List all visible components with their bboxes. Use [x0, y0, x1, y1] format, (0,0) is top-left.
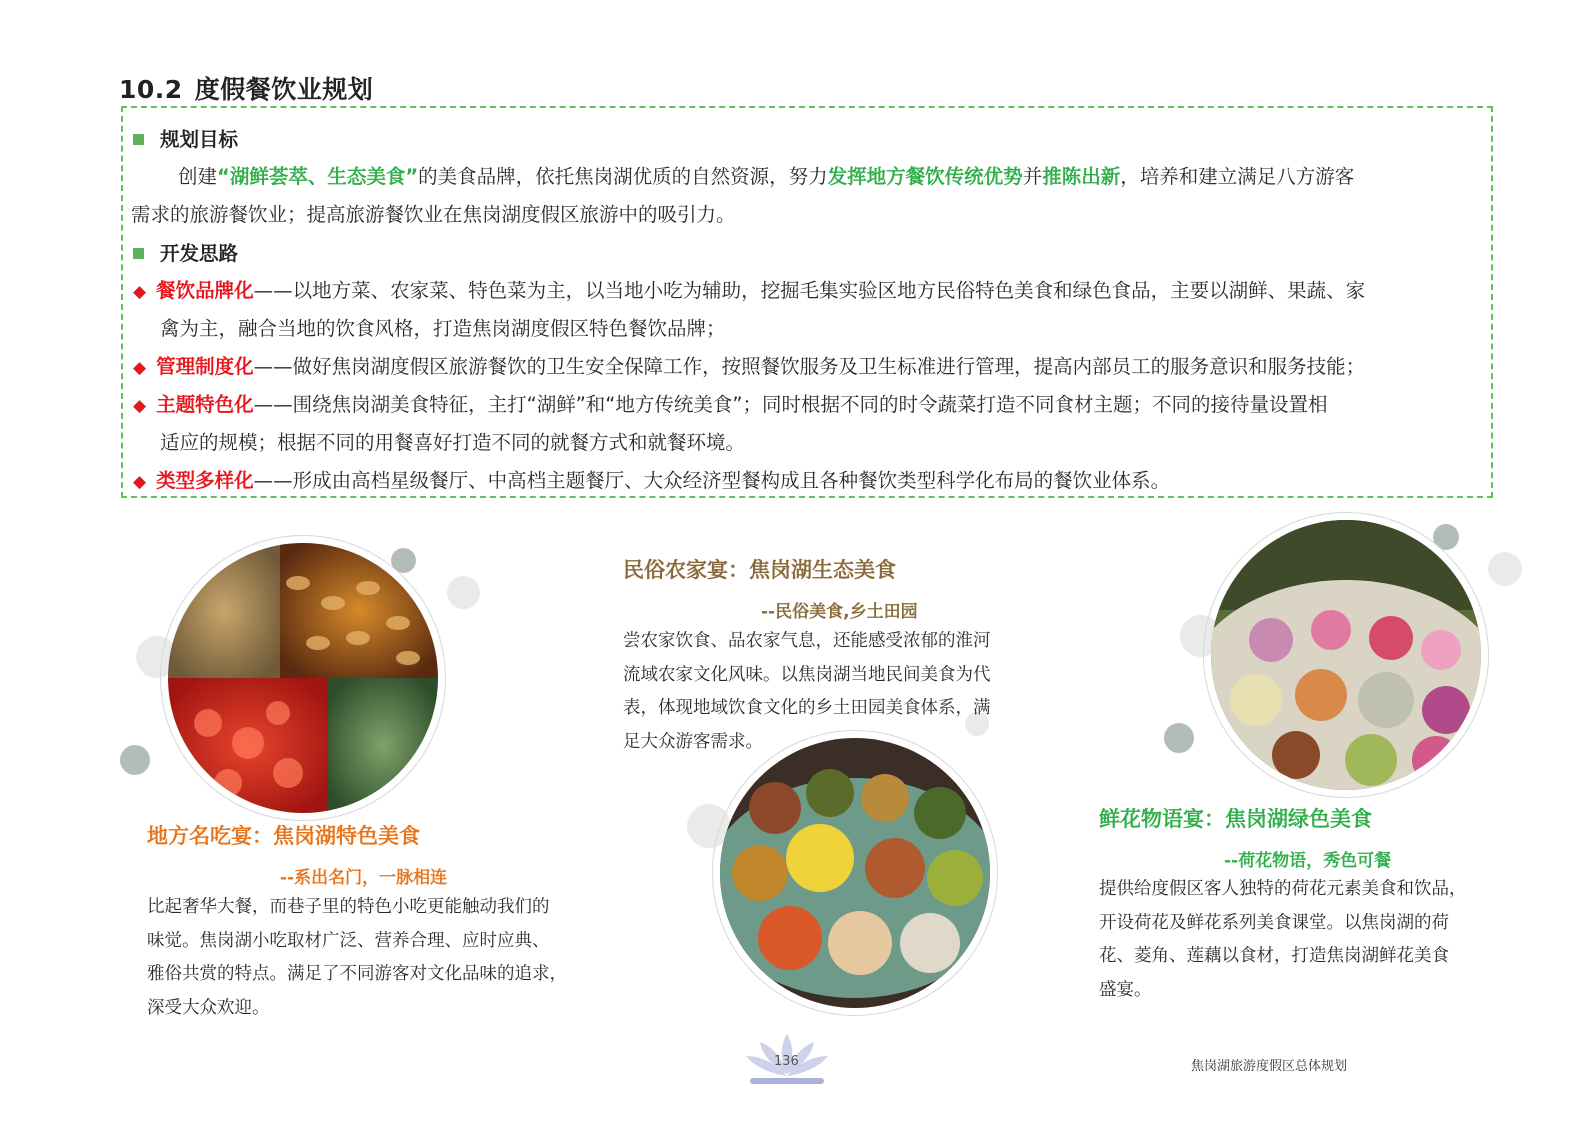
flower-feast-subtitle: --荷花物语，秀色可餐	[1224, 851, 1392, 871]
document-title: 焦岗湖旅游度假区总体规划	[1191, 1059, 1348, 1074]
flower-feast-image	[1211, 520, 1481, 790]
square-bullet-icon	[133, 248, 144, 259]
approach-key: 主题特色化	[156, 393, 254, 416]
square-bullet-icon	[133, 134, 144, 145]
folk-feast-image	[720, 738, 990, 1008]
page-number: 136	[774, 1054, 799, 1069]
local-feast-heading: 地方名吃宴：焦岗湖特色美食	[147, 824, 420, 848]
approach-key: 餐饮品牌化	[156, 279, 254, 302]
approach-text: ——围绕焦岗湖美食特征，主打“湖鲜”和“地方传统美食”；同时根据不同的时令蔬菜打造不同食材主题；不同的接待量设置相	[253, 393, 1328, 416]
approach-item-4	[133, 465, 1170, 493]
folk-feast-subtitle: --民俗美食,乡土田园	[761, 602, 918, 622]
decor-dot	[120, 745, 150, 775]
description-line: 味觉。焦岗湖小吃取材广泛、营养合理、应时应典、	[147, 930, 550, 951]
section-title-text: 度假餐饮业规划	[194, 75, 374, 104]
goal-heading-text: 规划目标	[160, 128, 239, 151]
description-line: 开设荷花及鲜花系列美食课堂。以焦岗湖的荷	[1099, 912, 1449, 933]
approach-key: 管理制度化	[156, 355, 254, 378]
goal-text: 创建	[178, 165, 218, 188]
diamond-bullet-icon: ◆	[133, 282, 147, 302]
goal-line-1	[178, 161, 1354, 189]
section-title	[119, 70, 373, 106]
goal-highlight: 推陈出新	[1042, 165, 1121, 188]
description-line: 提供给度假区客人独特的荷花元素美食和饮品，	[1099, 879, 1467, 899]
approach-heading	[133, 238, 238, 266]
decor-dot	[1164, 723, 1194, 753]
description-line: 表，体现地域饮食文化的乡土田园美食体系，满	[623, 698, 991, 718]
section-number: 10.2	[119, 75, 183, 104]
goal-heading	[133, 124, 238, 152]
diamond-bullet-icon: ◆	[133, 358, 147, 378]
local-feast-description	[147, 891, 567, 1025]
description-line: 足大众游客需求。	[623, 731, 763, 752]
description-line: 雅俗共赏的特点。满足了不同游客对文化品味的追求，	[147, 964, 567, 984]
description-line: 深受大众欢迎。	[147, 997, 270, 1018]
goal-text: 的美食品牌，依托焦岗湖优质的自然资源，努力	[418, 165, 828, 188]
approach-text: ——形成由高档星级餐厅、中高档主题餐厅、大众经济型餐构成且各种餐饮类型科学化布局的餐饮业体系。	[253, 469, 1171, 492]
diamond-bullet-icon: ◆	[133, 472, 147, 492]
approach-heading-text: 开发思路	[160, 242, 239, 265]
folk-feast-description	[623, 625, 991, 759]
diamond-bullet-icon: ◆	[133, 396, 147, 416]
goal-text: ，培养和建立满足八方游客	[1120, 165, 1355, 188]
approach-item-3-cont: 适应的规模；根据不同的用餐喜好打造不同的就餐方式和就餐环境。	[160, 431, 746, 454]
goal-text: 并	[1022, 165, 1043, 188]
description-line: 花、菱角、莲藕以食材，打造焦岗湖鲜花美食	[1099, 946, 1449, 966]
approach-item-3	[133, 389, 1328, 417]
approach-text: ——以地方菜、农家菜、特色菜为主，以当地小吃为辅助，挖掘毛集实验区地方民俗特色美食和绿色食品，主要以湖鲜、果蔬、家	[253, 279, 1366, 302]
approach-item-1-cont: 禽为主，融合当地的饮食风格，打造焦岗湖度假区特色餐饮品牌；	[160, 317, 726, 340]
goal-highlight: “湖鲜荟萃、生态美食”	[217, 165, 419, 188]
local-feast-subtitle: --系出名门，一脉相连	[280, 868, 448, 888]
approach-item-2	[133, 351, 1365, 379]
description-line: 流域农家文化风味。以焦岗湖当地民间美食为代	[623, 664, 991, 685]
folk-feast-heading: 民俗农家宴：焦岗湖生态美食	[623, 558, 896, 582]
approach-item-1	[133, 275, 1365, 303]
goal-highlight: 发挥地方餐饮传统优势	[827, 165, 1023, 188]
snack-collage-image	[168, 543, 438, 813]
flower-feast-graphic	[1211, 520, 1481, 790]
description-line: 尝农家饮食、品农家气息，还能感受浓郁的淮河	[623, 631, 991, 651]
decor-dot	[1488, 552, 1522, 586]
decor-dot	[447, 576, 480, 609]
snack-collage-graphic	[168, 543, 438, 813]
flower-feast-heading: 鲜花物语宴：焦岗湖绿色美食	[1099, 807, 1372, 831]
description-line: 盛宴。	[1099, 979, 1152, 1000]
approach-text: ——做好焦岗湖度假区旅游餐饮的卫生安全保障工作，按照餐饮服务及卫生标准进行管理，提高内部员工的服务意识和服务技能；	[253, 355, 1366, 378]
description-line: 比起奢华大餐，而巷子里的特色小吃更能触动我们的	[147, 897, 550, 917]
approach-key: 类型多样化	[156, 469, 254, 492]
flower-feast-description	[1099, 873, 1467, 1007]
goal-line-2: 需求的旅游餐饮业；提高旅游餐饮业在焦岗湖度假区旅游中的吸引力。	[131, 203, 736, 226]
folk-feast-graphic	[720, 738, 990, 1008]
